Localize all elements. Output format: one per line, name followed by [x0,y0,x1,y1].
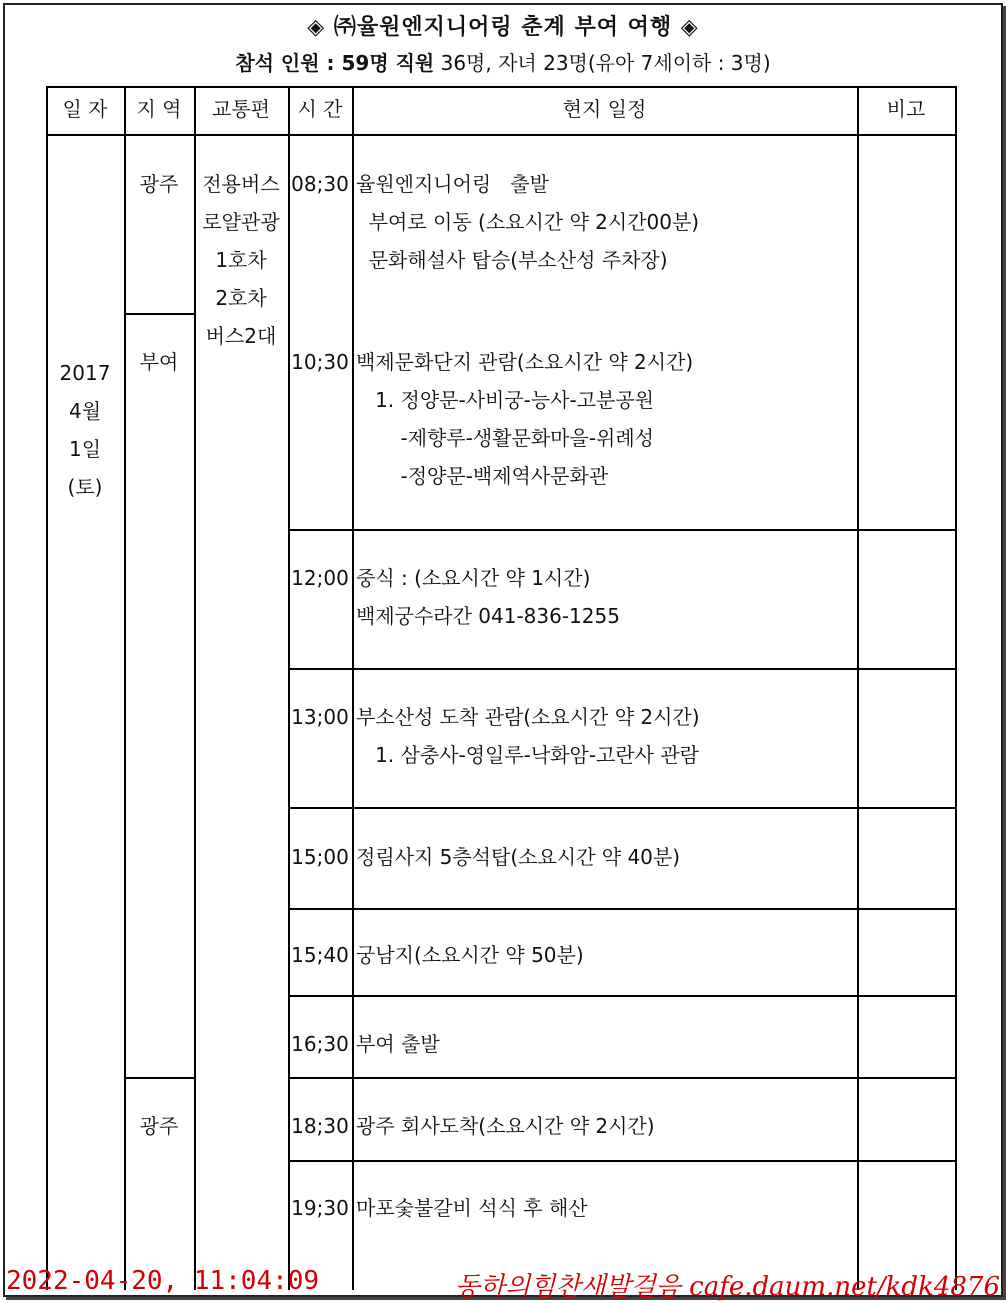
attendance-detail: 36명, 자녀 23명(유아 7세이하 : 3명) [434,51,771,75]
document-title: ◈ ㈜율원엔지니어링 춘계 부여 여행 ◈ [307,15,699,40]
schedule-time: 15;40 [291,943,349,967]
schedule-item: 중식 : (소요시간 약 1시간) [356,566,591,590]
table-rule-horizontal [288,995,955,997]
schedule-item: 백제궁수라간 041-836-1255 [356,604,620,628]
schedule-item: 백제문화단지 관람(소요시간 약 2시간) [356,350,694,374]
schedule-time: 12;00 [291,566,349,590]
region-label: 광주 [139,1114,179,1138]
schedule-item: 궁남지(소요시간 약 50분) [356,943,584,967]
table-rule-horizontal [288,529,955,531]
date-line: 1일 [68,437,102,461]
table-rule-vertical [955,86,957,1290]
transport-line: 1호차 [215,248,267,272]
schedule-time: 16;30 [291,1032,349,1056]
attendance-label: 참석 인원 : 59명 직원 [235,51,435,75]
schedule-item: 문화해설사 탑승(부소산성 주차장) [356,248,668,272]
region-label: 부여 [139,350,179,374]
schedule-item: -정양문-백제역사문화관 [356,464,609,488]
schedule-item: -제향루-생활문화마을-위례성 [356,426,654,450]
table-rule-vertical [857,86,859,1290]
table-rule-vertical [352,86,354,1290]
schedule-item: 1. 정양문-사비궁-능사-고분공원 [356,388,655,412]
transport-line: 전용버스 [202,172,280,196]
schedule-item: 마포숯불갈비 석식 후 해산 [356,1196,588,1220]
header-time: 시 간 [297,97,343,121]
header-transport: 교통편 [212,97,270,121]
schedule-time: 10;30 [291,350,349,374]
header-schedule: 현지 일정 [562,97,647,121]
table-rule-horizontal [288,908,955,910]
header-date: 일 자 [62,97,108,121]
schedule-item: 1. 삼충사-영일루-낙화암-고란사 관람 [356,743,699,767]
table-rule-horizontal [124,313,194,315]
schedule-time: 08;30 [291,172,349,196]
table-rule-horizontal [288,1077,955,1079]
transport-line: 로얄관광 [202,210,280,234]
table-rule-vertical [46,86,48,1290]
timestamp: 2022-04-20, 11:04:09 [6,1266,320,1296]
transport-line: 버스2대 [205,324,277,348]
table-rule-horizontal [288,807,955,809]
date-line: 2017 [59,361,111,385]
schedule-time: 18;30 [291,1114,349,1138]
schedule-time: 19;30 [291,1196,349,1220]
date-line: (토) [67,475,103,499]
schedule-item: 율원엔지니어링 출발 [356,172,549,196]
watermark: 동하의힘찬새발걸음 cafe.daum.net/kdk4876 [454,1272,1000,1302]
schedule-time: 15;00 [291,845,349,869]
region-label: 광주 [139,172,179,196]
schedule-item: 부여로 이동 (소요시간 약 2시간00분) [356,210,700,234]
header-note: 비고 [886,97,926,121]
schedule-item: 부여 출발 [356,1032,440,1056]
schedule-item: 부소산성 도착 관람(소요시간 약 2시간) [356,705,700,729]
table-rule-horizontal [288,668,955,670]
table-rule-horizontal [46,134,955,136]
transport-line: 2호차 [215,286,267,310]
schedule-item: 광주 회사도착(소요시간 약 2시간) [356,1114,655,1138]
schedule-time: 13;00 [291,705,349,729]
header-region: 지 역 [136,97,182,121]
table-rule-horizontal [124,1077,194,1079]
date-line: 4월 [68,399,102,423]
schedule-item: 정림사지 5층석탑(소요시간 약 40분) [356,845,681,869]
attendance-line [0,47,1006,76]
table-rule-horizontal [288,1160,955,1162]
